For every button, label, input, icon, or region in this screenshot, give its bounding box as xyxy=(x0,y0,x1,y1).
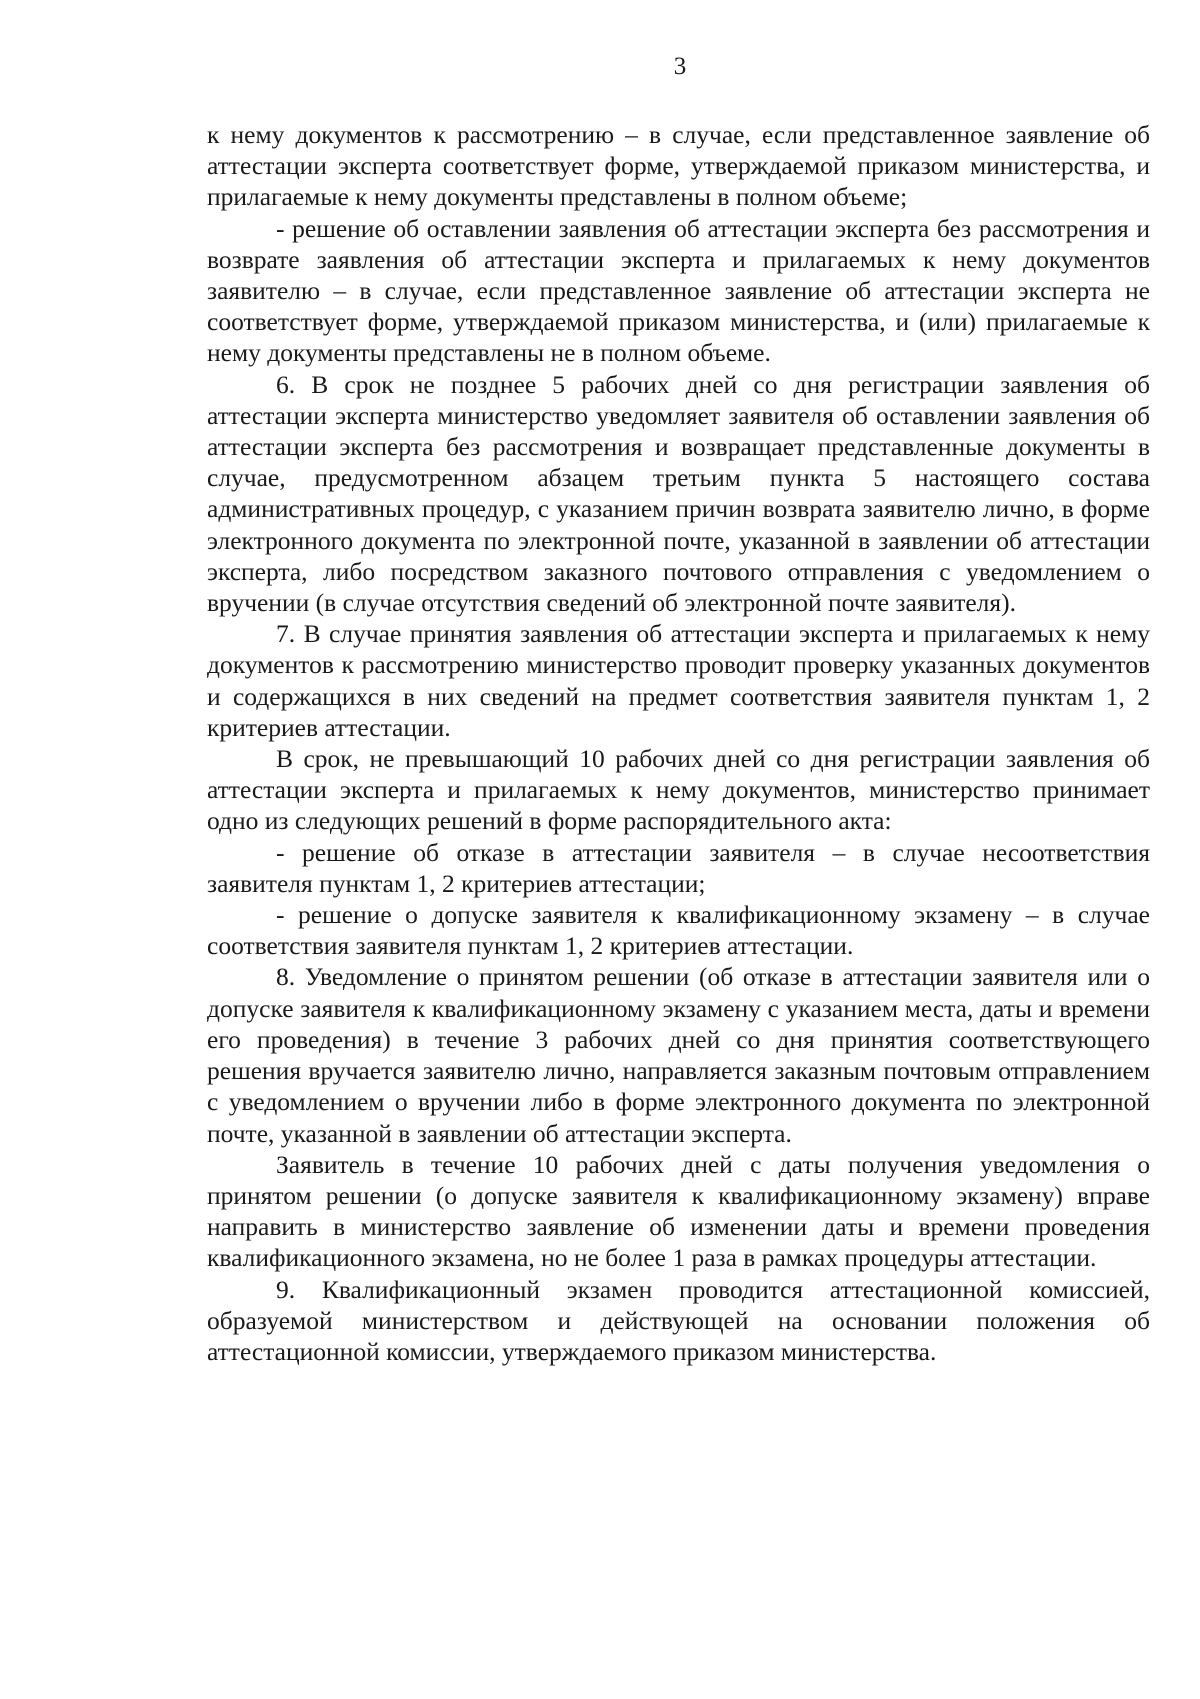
paragraph-item-8: 8. Уведомление о принятом решении (об отказе в аттестации заявителя или о допуске заявителя к квалификационному экзамену с указанием места, даты и времени его проведения) в течение 3 рабочих дней со дня принятия соответствующего решения вручается заявителю лично, направляется заказным почтовым отправлением с уведомлением о вручении либо в форме электронного документа по электронной почте, указанной в заявлении об аттестации эксперта. xyxy=(207,962,1150,1148)
paragraph: - решение об оставлении заявления об аттестации эксперта без рассмотрения и возврате заявления об аттестации эксперта и прилагаемых к нему документов заявителю – в случае, если представленное заявление об аттестации эксперта не соответствует форме, утверждаемой приказом министерства, и (или) прилагаемые к нему документы представлены не в полном объеме. xyxy=(207,213,1150,368)
page-number: 3 xyxy=(673,53,687,80)
paragraph: к нему документов к рассмотрению – в случае, если представленное заявление об аттестации эксперта соответствует форме, утверждаемой приказом министерства, и прилагаемые к нему документы представлены в полном объеме; xyxy=(207,120,1150,212)
document-body xyxy=(207,119,1150,1367)
paragraph-item-9: 9. Квалификационный экзамен проводится аттестационной комиссией, образуемой министерством и действующей на основании положения об аттестационной комиссии, утверждаемого приказом министерства. xyxy=(207,1274,1150,1366)
paragraph: - решение о допуске заявителя к квалификационному экзамену – в случае соответствия заявителя пунктам 1, 2 критериев аттестации. xyxy=(207,900,1150,961)
paragraph: Заявитель в течение 10 рабочих дней с даты получения уведомления о принятом решении (о допуске заявителя к квалификационному экзамену) вправе направить в министерство заявление об изменении даты и времени проведения квалификационного экзамена, но не более 1 раза в рамках процедуры аттестации. xyxy=(207,1149,1150,1273)
paragraph-item-6: 6. В срок не позднее 5 рабочих дней со дня регистрации заявления об аттестации эксперта министерство уведомляет заявителя об оставлении заявления об аттестации эксперта без рассмотрения и возвращает представленные документы в случае, предусмотренном абзацем третьим пункта 5 настоящего состава административных процедур, с указанием причин возврата заявителю лично, в форме электронного документа по электронной почте, указанной в заявлении об аттестации эксперта, либо посредством заказного почтового отправления с уведомлением о вручении (в случае отсутствия сведений об электронной почте заявителя). xyxy=(207,369,1150,618)
paragraph: В срок, не превышающий 10 рабочих дней со дня регистрации заявления об аттестации эксперта и прилагаемых к нему документов, министерство принимает одно из следующих решений в форме распорядительного акта: xyxy=(207,744,1150,836)
paragraph-item-7: 7. В случае принятия заявления об аттестации эксперта и прилагаемых к нему документов к рассмотрению министерство проводит проверку указанных документов и содержащихся в них сведений на предмет соответствия заявителя пунктам 1, 2 критериев аттестации. xyxy=(207,619,1150,742)
paragraph: - решение об отказе в аттестации заявителя – в случае несоответствия заявителя пунктам 1, 2 критериев аттестации; xyxy=(207,837,1150,898)
